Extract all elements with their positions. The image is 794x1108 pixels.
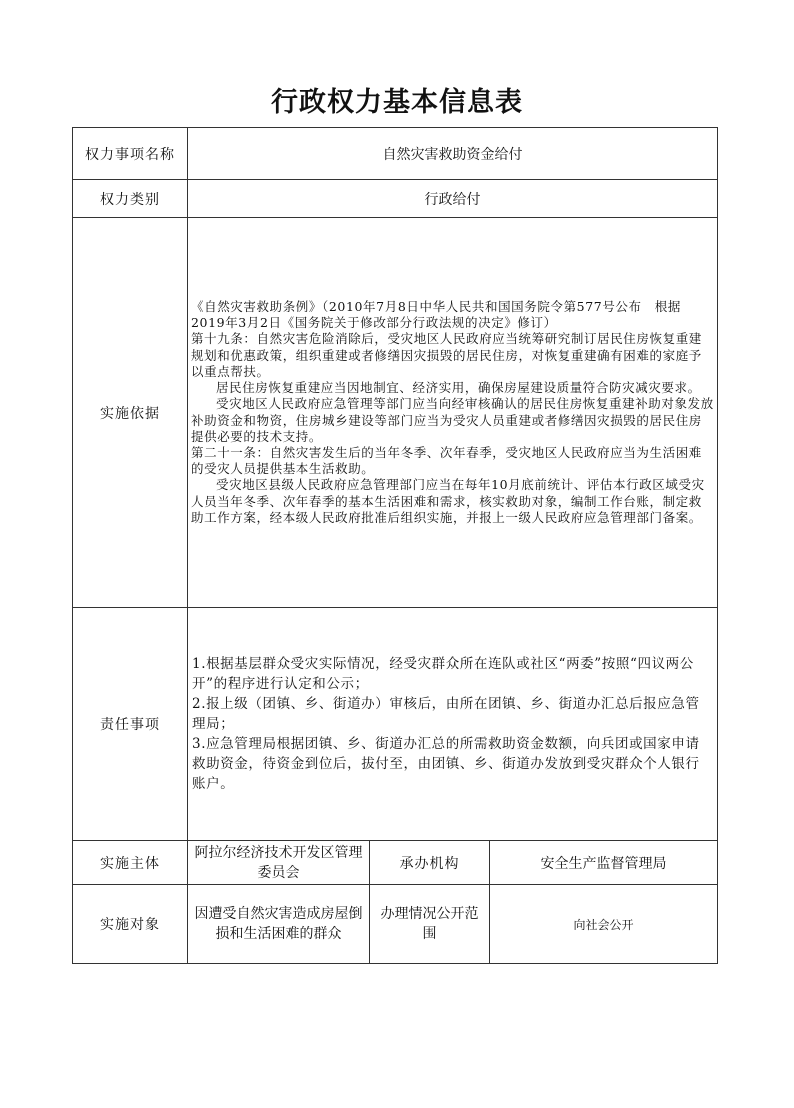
duty-item: 1.根据基层群众受灾实际情况，经受灾群众所在连队或社区“两委”按照“四议两公开”的程序进行认定和公示；: [192, 656, 694, 692]
table-row: [73, 218, 718, 608]
basis-paragraph: 《自然灾害救助条例》（2010年7月8日中华人民共和国国务院令第577号公布 根据2019年3月2日《国务院关于修改部分行政法规的决定》修订）: [191, 299, 681, 331]
power-name-value: 自然灾害救助资金给付: [188, 128, 718, 180]
table-row: [73, 885, 718, 964]
handling-agency-label: 承办机构: [370, 841, 490, 885]
basis-paragraph: 受灾地区人民政府应急管理等部门应当向经审核确认的居民住房恢复重建补助对象发放补助资金和物资，住房城乡建设等部门应当为受灾人员重建或者修缮因灾损毁的居民住房提供必要的技术支持。: [191, 396, 714, 444]
duty-item: 3.应急管理局根据团镇、乡、街道办汇总的所需救助资金数额，向兵团或国家申请救助资金，待资金到位后，拔付至，由团镇、乡、街道办发放到受灾群众个人银行账户。: [192, 736, 700, 792]
duty-content: [188, 608, 718, 841]
basis-label: 实施依据: [73, 218, 188, 608]
handling-agency-value: 安全生产监督管理局: [490, 841, 718, 885]
table-row: [73, 180, 718, 218]
target-label: 实施对象: [73, 885, 188, 964]
power-type-value: 行政给付: [188, 180, 718, 218]
page-title: 行政权力基本信息表: [271, 87, 523, 118]
basis-paragraph: 第十九条：自然灾害危险消除后，受灾地区人民政府应当统筹研究制订居民住房恢复重建规划和优惠政策，组织重建或者修缮因灾损毁的居民住房，对恢复重建确有困难的家庭予以重点帮扶。: [191, 331, 702, 379]
power-type-label: 权力类别: [73, 180, 188, 218]
disclosure-scope-value: 向社会公开: [490, 885, 718, 964]
basis-paragraph: 第二十一条：自然灾害发生后的当年冬季、次年春季，受灾地区人民政府应当为生活困难的受灾人员提供基本生活救助。: [191, 444, 702, 477]
duty-label: 责任事项: [73, 608, 188, 841]
basis-paragraph: 居民住房恢复重建应当因地制宜、经济实用，确保房屋建设质量符合防灾减灾要求。: [216, 380, 701, 396]
target-value: 因遭受自然灾害造成房屋倒损和生活困难的群众: [188, 885, 370, 964]
table-row: [73, 841, 718, 885]
power-name-label: 权力事项名称: [73, 128, 188, 180]
table-row: [73, 608, 718, 841]
disclosure-scope-label: 办理情况公开范围: [370, 885, 490, 964]
basis-paragraph: 受灾地区县级人民政府应急管理部门应当在每年10月底前统计、评估本行政区域受灾人员当年冬季、次年春季的基本生活困难和需求，核实救助对象，编制工作台账，制定救助工作方案，经本级人民政府批准后组织实施，并报上一级人民政府应急管理部门备案。: [191, 477, 705, 525]
subject-label: 实施主体: [73, 841, 188, 885]
table-row: [73, 128, 718, 180]
info-table: [72, 127, 718, 964]
duty-item: 2.报上级（团镇、乡、街道办）审核后，由所在团镇、乡、街道办汇总后报应急管理局；: [192, 696, 700, 732]
subject-value: 阿拉尔经济技术开发区管理委员会: [188, 841, 370, 885]
basis-content: [188, 218, 718, 608]
